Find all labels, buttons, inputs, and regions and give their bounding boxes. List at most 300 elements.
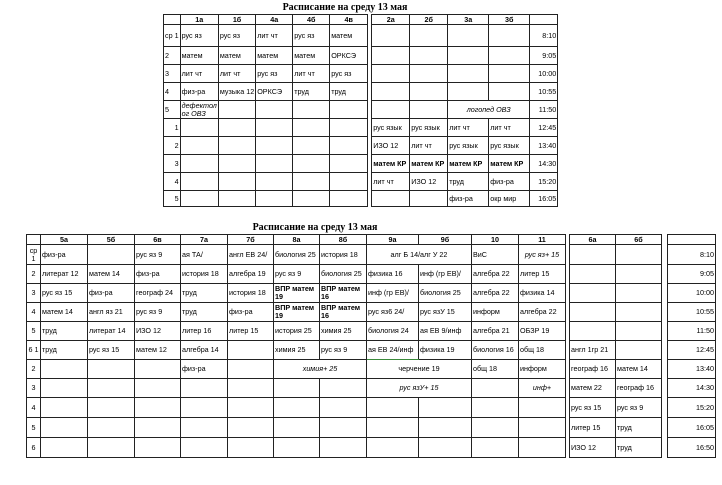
schedule-cell: рус яз+ 15 — [519, 245, 566, 265]
lesson-time: 10:00 — [530, 65, 558, 83]
schedule-cell — [218, 191, 255, 207]
schedule-cell — [489, 83, 530, 101]
lesson-number: 2 — [164, 137, 181, 155]
class-header: 4а — [256, 15, 293, 25]
schedule-cell: физ-ра — [135, 265, 181, 284]
schedule-cell: матем — [218, 47, 255, 65]
schedule-cell — [372, 191, 410, 207]
schedule-cell: физика 14 — [519, 284, 566, 303]
schedule-cell — [228, 360, 274, 379]
schedule-cell: ОРКСЭ — [330, 47, 368, 65]
schedule-cell: дефектол ог ОВЗ — [181, 100, 217, 118]
schedule-cell — [570, 303, 616, 322]
schedule-cell — [410, 191, 448, 207]
schedule-cell — [410, 65, 448, 83]
schedule-cell — [372, 25, 410, 47]
schedule-cell: рус яз 9 — [320, 341, 367, 360]
schedule-cell — [410, 101, 448, 119]
schedule-cell: физика 16 — [367, 265, 419, 284]
schedule-cell — [367, 438, 419, 458]
schedule-cell: матем КР — [448, 155, 489, 173]
lesson-number: 6 1 — [27, 341, 41, 360]
schedule-cell — [367, 398, 419, 418]
lesson-number: 3 — [164, 155, 181, 173]
table-row — [27, 245, 716, 265]
schedule-cell — [218, 137, 255, 155]
schedule-cell — [472, 379, 519, 398]
schedule-cell — [519, 438, 566, 458]
schedule-cell — [616, 265, 662, 284]
schedule-cell — [330, 137, 368, 155]
schedule-cell: рус язУ 15 — [419, 303, 472, 322]
schedule-cell: общ 18 — [519, 341, 566, 360]
schedule-cell: биология 25 — [419, 284, 472, 303]
schedule-cell — [256, 119, 293, 137]
schedule-cell: матем — [293, 47, 330, 65]
schedule-cell — [320, 379, 367, 398]
schedule-cell — [419, 398, 472, 418]
lesson-time: 9:05 — [668, 265, 716, 284]
schedule-cell: рус яз 9 — [135, 303, 181, 322]
schedule-cell: географ 24 — [135, 284, 181, 303]
table-row — [27, 379, 716, 398]
schedule-cell — [519, 418, 566, 438]
schedule-cell: труд — [293, 83, 330, 101]
schedule-cell — [293, 119, 330, 137]
schedule-cell — [228, 418, 274, 438]
lesson-number: 4 — [164, 83, 181, 101]
schedule-cell: алгебра 21 — [472, 322, 519, 341]
schedule-cell — [448, 83, 489, 101]
schedule-cell: матем — [330, 25, 368, 47]
table-row — [164, 65, 558, 83]
schedule-cell — [228, 379, 274, 398]
schedule-cell — [372, 65, 410, 83]
class-header: 6б — [616, 235, 662, 245]
schedule-cell: ВПР матем 19 — [274, 303, 320, 322]
lesson-number: ср 1 — [164, 25, 181, 47]
schedule-cell: лит чт — [489, 119, 530, 137]
schedule-cell — [180, 191, 218, 207]
lesson-number: 5 — [27, 322, 41, 341]
schedule-cell: информ — [519, 360, 566, 379]
lesson-time: 14:30 — [668, 379, 716, 398]
schedule-cell — [489, 65, 530, 83]
class-header: 10 — [472, 235, 519, 245]
schedule-cell: физ-ра — [448, 191, 489, 207]
schedule-cell: рус язык — [372, 119, 410, 137]
schedule-cell: рус яз — [330, 65, 368, 83]
schedule-cell — [256, 101, 293, 119]
table-row — [27, 398, 716, 418]
class-header: 11 — [519, 235, 566, 245]
schedule-cell: биология 24 — [367, 322, 419, 341]
schedule-cell: рус яз 15 — [41, 284, 88, 303]
schedule-cell: окр мир — [489, 191, 530, 207]
class-header: 2б — [410, 15, 448, 25]
class-header: 6а — [570, 235, 616, 245]
schedule-cell: матем КР — [489, 155, 530, 173]
schedule-cell: ВПР матем 19 — [274, 284, 320, 303]
class-header: 1а — [180, 15, 218, 25]
schedule-cell: рус яз6 24/ — [367, 303, 419, 322]
schedule-cell — [41, 360, 88, 379]
time-header — [530, 15, 558, 25]
class-header: 1б — [218, 15, 255, 25]
schedule-cell — [256, 155, 293, 173]
schedule-cell: матем 22 — [570, 379, 616, 398]
schedule-cell: литер 15 — [228, 322, 274, 341]
schedule-cell — [180, 173, 218, 191]
schedule-cell — [293, 191, 330, 207]
table-row — [27, 303, 716, 322]
schedule-cell: матем 12 — [135, 341, 181, 360]
class-header: 6в — [135, 235, 181, 245]
schedule-cell — [218, 119, 255, 137]
schedule-cell — [616, 245, 662, 265]
schedule-cell: лит чт — [180, 65, 218, 83]
table-row — [164, 47, 558, 65]
schedule-cell — [448, 47, 489, 65]
schedule-cell: лит чт — [372, 173, 410, 191]
schedule-cell — [293, 173, 330, 191]
schedule-cell: труд — [41, 322, 88, 341]
schedule-cell — [180, 155, 218, 173]
lesson-number: 4 — [27, 398, 41, 418]
lesson-time: 12:45 — [530, 119, 558, 137]
time-header — [668, 235, 716, 245]
schedule-cell — [228, 438, 274, 458]
schedule-cell: литерат 12 — [41, 265, 88, 284]
schedule-cell — [218, 101, 255, 119]
schedule-cell: англ ЕВ 24/ — [228, 245, 274, 265]
schedule-cell — [293, 137, 330, 155]
lesson-number: 5 — [164, 101, 181, 119]
schedule-cell — [519, 398, 566, 418]
schedule-cell: ОБЗР 19 — [519, 322, 566, 341]
schedule-cell — [88, 418, 135, 438]
schedule-cell — [410, 47, 448, 65]
schedule-cell — [135, 379, 181, 398]
schedule-cell: англ яз 21 — [88, 303, 135, 322]
lesson-time: 13:40 — [530, 137, 558, 155]
lesson-time: 14:30 — [530, 155, 558, 173]
table-row — [164, 137, 558, 155]
schedule-cell: ая ЕВ 24/инф — [367, 341, 419, 360]
schedule-cell: ИЗО 12 — [570, 438, 616, 458]
schedule-cell: инф (гр ЕВ)/ — [367, 284, 419, 303]
schedule-cell — [448, 65, 489, 83]
schedule-cell — [419, 438, 472, 458]
schedule-cell: ИЗО 12 — [135, 322, 181, 341]
schedule-cell — [88, 398, 135, 418]
schedule-cell: инф (гр ЕВ)/ — [419, 265, 472, 284]
class-header: 8б — [320, 235, 367, 245]
class-header: 4б — [293, 15, 330, 25]
header-row — [27, 235, 716, 245]
table-row — [27, 265, 716, 284]
schedule-cell: матем 14 — [41, 303, 88, 322]
schedule-cell: рус язУ+ 15 — [367, 379, 472, 398]
lesson-time: 16:05 — [530, 191, 558, 207]
schedule-cell: матем КР — [372, 155, 410, 173]
lesson-number: 4 — [164, 173, 181, 191]
schedule-cell — [320, 438, 367, 458]
schedule-cell: алгебра 19 — [228, 265, 274, 284]
schedule-cell — [218, 173, 255, 191]
schedule-cell — [135, 418, 181, 438]
lesson-number: 2 — [27, 265, 41, 284]
lesson-number: 2 — [27, 360, 41, 379]
lesson-time: 13:40 — [668, 360, 716, 379]
schedule-cell — [293, 155, 330, 173]
table-row — [164, 155, 558, 173]
schedule-cell — [274, 379, 320, 398]
schedule-cell: ВПР матем 16 — [320, 284, 367, 303]
schedule-cell: рус язык — [410, 119, 448, 137]
corner-cell — [27, 235, 41, 245]
schedule-cell: алгебра 22 — [519, 303, 566, 322]
schedule-cell: физ-ра — [41, 245, 88, 265]
schedule-cell — [330, 191, 368, 207]
schedule-cell: труд — [616, 438, 662, 458]
schedule-cell: физика 19 — [419, 341, 472, 360]
corner-cell — [164, 15, 181, 25]
schedule-cell: история 18 — [320, 245, 367, 265]
class-header: 8а — [274, 235, 320, 245]
schedule-cell — [228, 341, 274, 360]
lesson-time: 10:55 — [668, 303, 716, 322]
schedule-cell — [616, 322, 662, 341]
schedule-cell: ИЗО 12 — [372, 137, 410, 155]
schedule-cell: алгебра 22 — [472, 265, 519, 284]
schedule-cell: рус яз 9 — [135, 245, 181, 265]
schedule-cell: матем — [180, 47, 218, 65]
class-header: 5а — [41, 235, 88, 245]
schedule-cell — [88, 438, 135, 458]
schedule-cell — [372, 101, 410, 119]
lesson-number: ср 1 — [27, 245, 41, 265]
schedule-cell: рус яз — [218, 25, 255, 47]
table-row — [164, 25, 558, 47]
schedule-cell — [41, 398, 88, 418]
schedule-cell: матем КР — [410, 155, 448, 173]
lesson-time: 11:50 — [530, 101, 558, 119]
schedule-cell: физ-ра — [180, 83, 218, 101]
schedule-cell — [330, 173, 368, 191]
schedule-cell — [88, 379, 135, 398]
schedule-cell — [41, 438, 88, 458]
schedule-cell — [88, 360, 135, 379]
schedule-cell — [472, 438, 519, 458]
schedule-cell: ая ТА/ — [181, 245, 228, 265]
table-row — [27, 284, 716, 303]
table-row — [164, 191, 558, 207]
schedule-cell: физ-ра — [489, 173, 530, 191]
schedule-cell: ОРКСЭ — [256, 83, 293, 101]
lesson-time: 15:20 — [668, 398, 716, 418]
schedule-cell: биология 16 — [472, 341, 519, 360]
schedule-cell: логопед ОВЗ — [448, 101, 530, 119]
schedule-cell: физ-ра — [181, 360, 228, 379]
lesson-number: 3 — [27, 379, 41, 398]
schedule-cell — [410, 25, 448, 47]
schedule-cell: биология 25 — [274, 245, 320, 265]
schedule-cell — [274, 418, 320, 438]
schedule-cell — [330, 119, 368, 137]
table-row — [164, 119, 558, 137]
class-header: 5б — [88, 235, 135, 245]
bottom-title: Расписание на среду 13 мая — [252, 222, 378, 233]
top-title: Расписание на среду 13 мая — [282, 2, 408, 13]
schedule-cell — [218, 155, 255, 173]
schedule-cell — [274, 438, 320, 458]
lesson-time: 12:45 — [668, 341, 716, 360]
schedule-cell — [41, 379, 88, 398]
schedule-cell: рус яз 15 — [570, 398, 616, 418]
table-row — [164, 83, 558, 101]
schedule-cell — [410, 83, 448, 101]
schedule-cell — [180, 137, 218, 155]
schedule-cell — [181, 398, 228, 418]
schedule-cell — [419, 418, 472, 438]
schedule-cell: история 18 — [228, 284, 274, 303]
class-header: 9б — [419, 235, 472, 245]
lesson-time: 11:50 — [668, 322, 716, 341]
schedule-cell: лит чт — [218, 65, 255, 83]
schedule-cell: биология 25 — [320, 265, 367, 284]
lesson-number: 6 — [27, 438, 41, 458]
class-header: 4в — [330, 15, 368, 25]
lesson-number: 3 — [27, 284, 41, 303]
lesson-time: 10:00 — [668, 284, 716, 303]
bottom-schedule-table — [26, 234, 716, 458]
schedule-cell: матем — [256, 47, 293, 65]
table-row — [164, 173, 558, 191]
schedule-cell — [372, 83, 410, 101]
schedule-cell — [41, 418, 88, 438]
lesson-time: 16:50 — [668, 438, 716, 458]
lesson-time: 8:10 — [530, 25, 558, 47]
schedule-cell — [489, 25, 530, 47]
schedule-cell: химия 25 — [320, 322, 367, 341]
schedule-cell: труд — [41, 341, 88, 360]
lesson-number: 3 — [164, 65, 181, 83]
table-row — [27, 341, 716, 360]
table-row — [27, 418, 716, 438]
class-header: 3а — [448, 15, 489, 25]
lesson-number: 5 — [27, 418, 41, 438]
schedule-cell: матем 14 — [88, 265, 135, 284]
schedule-cell — [570, 322, 616, 341]
table-row — [27, 360, 716, 379]
schedule-cell — [367, 418, 419, 438]
table-row — [27, 438, 716, 458]
class-header: 7б — [228, 235, 274, 245]
lesson-time: 10:55 — [530, 83, 558, 101]
lesson-number: 4 — [27, 303, 41, 322]
schedule-cell: лит чт — [256, 25, 293, 47]
schedule-cell: литерат 14 — [88, 322, 135, 341]
schedule-cell: литер 15 — [570, 418, 616, 438]
schedule-cell — [616, 303, 662, 322]
schedule-cell: рус яз — [293, 25, 330, 47]
schedule-cell: алгебра 22 — [472, 284, 519, 303]
schedule-cell: труд — [330, 83, 368, 101]
schedule-cell — [293, 101, 330, 119]
schedule-cell — [135, 360, 181, 379]
schedule-cell: труд — [181, 284, 228, 303]
schedule-cell — [330, 101, 368, 119]
schedule-cell: рус яз — [256, 65, 293, 83]
schedule-cell: история 18 — [181, 265, 228, 284]
schedule-cell: лит чт — [293, 65, 330, 83]
schedule-cell: инф+ — [519, 379, 566, 398]
schedule-cell: музыка 12 — [218, 83, 255, 101]
schedule-cell — [180, 119, 218, 137]
lesson-time: 15:20 — [530, 173, 558, 191]
schedule-cell — [616, 284, 662, 303]
schedule-cell: труд — [616, 418, 662, 438]
schedule-cell: рус язык — [448, 137, 489, 155]
schedule-cell — [181, 379, 228, 398]
schedule-cell — [330, 155, 368, 173]
class-header: 3б — [489, 15, 530, 25]
table-row — [27, 322, 716, 341]
schedule-cell — [135, 398, 181, 418]
schedule-cell — [320, 398, 367, 418]
schedule-cell: алг Б 14/алг У 22 — [367, 245, 472, 265]
schedule-cell — [472, 418, 519, 438]
schedule-cell: общ 18 — [472, 360, 519, 379]
schedule-cell: черчение 19 — [367, 360, 472, 379]
schedule-cell: литер 15 — [519, 265, 566, 284]
schedule-cell — [274, 398, 320, 418]
schedule-cell — [228, 398, 274, 418]
schedule-cell — [256, 173, 293, 191]
schedule-cell: история 25 — [274, 322, 320, 341]
header-row — [164, 15, 558, 25]
lesson-number: 1 — [164, 119, 181, 137]
schedule-cell: химия+ 25 — [274, 360, 367, 379]
schedule-cell: алгебра 14 — [181, 341, 228, 360]
schedule-cell: рус яз 9 — [274, 265, 320, 284]
schedule-cell: труд — [448, 173, 489, 191]
schedule-cell: ВиС — [472, 245, 519, 265]
schedule-cell: лит чт — [448, 119, 489, 137]
schedule-cell: рус яз 9 — [616, 398, 662, 418]
schedule-cell: рус яз — [180, 25, 218, 47]
schedule-cell: химия 25 — [274, 341, 320, 360]
schedule-cell — [570, 265, 616, 284]
schedule-cell: труд — [181, 303, 228, 322]
schedule-cell: рус яз 15 — [88, 341, 135, 360]
schedule-cell: ая ЕВ 9/инф — [419, 322, 472, 341]
lesson-time: 8:10 — [668, 245, 716, 265]
class-header: 9а — [367, 235, 419, 245]
lesson-number: 5 — [164, 191, 181, 207]
schedule-cell — [570, 284, 616, 303]
schedule-cell: литер 16 — [181, 322, 228, 341]
schedule-cell: информ — [472, 303, 519, 322]
schedule-cell: географ 16 — [570, 360, 616, 379]
schedule-cell — [320, 418, 367, 438]
schedule-cell: ИЗО 12 — [410, 173, 448, 191]
class-header: 7а — [181, 235, 228, 245]
schedule-cell: лит чт — [410, 137, 448, 155]
schedule-cell — [256, 191, 293, 207]
lesson-number: 2 — [164, 47, 181, 65]
